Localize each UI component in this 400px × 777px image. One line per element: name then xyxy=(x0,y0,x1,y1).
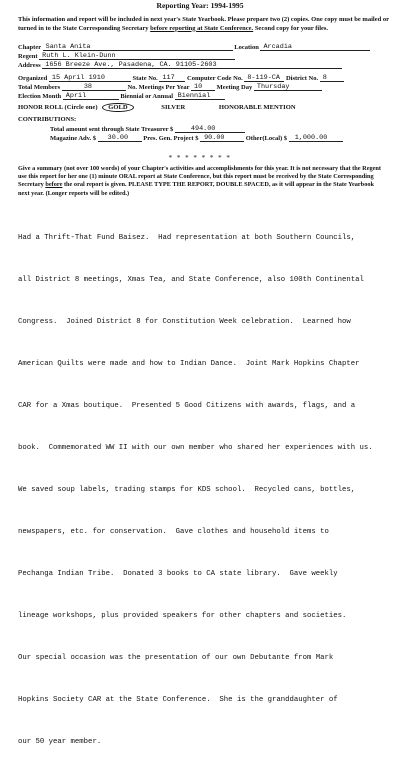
other-field[interactable] xyxy=(289,134,343,142)
honor-roll-label: HONOR ROLL (Circle one) xyxy=(18,104,98,111)
annual-field[interactable] xyxy=(175,92,225,100)
district-value: 8 xyxy=(322,74,327,82)
regent-label: Regent xyxy=(18,53,38,60)
district-field[interactable] xyxy=(320,74,344,82)
state-no-value: 117 xyxy=(162,74,175,82)
treasurer-row xyxy=(50,125,245,133)
pres-gen-label: Pres. Gen. Project $ xyxy=(143,135,199,142)
intro-part1: This information and report will be included in next year's State Yearbook. Please prepare two (2) copies. One copy must be mailed or turned in to the State Corresponding Secretary xyxy=(18,16,389,32)
honor-roll-row xyxy=(18,103,388,112)
computer-code-value: 8-119-CA xyxy=(247,74,280,82)
chapter-field[interactable] xyxy=(43,43,233,51)
report-line: Congress. Joined District 8 for Constitution Week celebration. Learned how xyxy=(18,318,351,326)
magazine-label: Magazine Adv. $ xyxy=(50,135,97,142)
total-members-field[interactable] xyxy=(62,83,126,91)
location-field[interactable] xyxy=(260,43,370,51)
organized-value: 15 April 1910 xyxy=(51,74,105,82)
treasurer-field[interactable] xyxy=(175,125,245,133)
meetings-value: 10 xyxy=(194,83,203,91)
address-value: 1656 Breeze Ave., Pasadena, CA. 91105-2603 xyxy=(45,61,217,69)
election-row xyxy=(18,92,225,100)
treasurer-label: Total amount sent through State Treasurer $ xyxy=(50,126,174,133)
meetings-field[interactable] xyxy=(191,83,215,91)
honor-gold-option-circled[interactable]: GOLD xyxy=(102,103,133,112)
reporting-year: Reporting Year: 1994-1995 xyxy=(156,1,244,10)
honor-mention-option[interactable]: HONORABLE MENTION xyxy=(218,104,296,111)
location-label: Location xyxy=(234,44,259,51)
district-label: District No. xyxy=(285,75,319,82)
treasurer-value: 494.00 xyxy=(190,125,216,133)
instructions-text xyxy=(18,165,384,198)
report-line: CAR for a Xmas boutique. Presented 5 Good Citizens with awards, flags, and a xyxy=(18,402,356,410)
annual-value: Biennial xyxy=(177,92,211,100)
organized-row xyxy=(18,74,344,82)
report-line: lineage workshops, plus provided speakers for other chapters and societies. xyxy=(18,612,347,620)
instructions-part3: the oral report is given. PLEASE TYPE THE REPORT, DOUBLE SPACED, as it will appear in the State Yearbook next year. (Longer reports will be edited.) xyxy=(18,181,374,197)
computer-code-field[interactable] xyxy=(244,74,284,82)
meetings-label: No. Meetings Per Year xyxy=(127,84,190,91)
magazine-value: 30.00 xyxy=(107,134,129,142)
election-field[interactable] xyxy=(63,92,119,100)
regent-field[interactable] xyxy=(39,52,235,60)
report-line: Hopkins Society CAR at the State Conference. She is the granddaughter of xyxy=(18,696,338,704)
address-row xyxy=(18,61,342,69)
report-line: Had a Thrift-That Fund Baisez. Had representation at both Southern Councils, xyxy=(18,234,356,242)
address-label: Address xyxy=(18,62,41,69)
chapter-label: Chapter xyxy=(18,44,41,51)
report-line: our 50 year member. xyxy=(18,738,102,746)
separator-stars: * * * * * * * * xyxy=(168,154,232,162)
chapter-value: Santa Anita xyxy=(45,43,91,51)
chapter-row xyxy=(18,43,370,51)
other-value: 1,000.00 xyxy=(294,134,328,142)
contrib-breakdown-row xyxy=(50,134,343,142)
instructions-part1: Give a summary (not over 100 words) of your Chapter's activities and accomplishments for this year. It is not necessary that the Regent use this report for her one (1) minute ORAL report at State Conference, but this report must be received by the State Corresponding Secretary xyxy=(18,165,382,189)
organized-field[interactable] xyxy=(49,74,131,82)
pres-gen-field[interactable] xyxy=(200,134,244,142)
pres-gen-value: 90.00 xyxy=(204,134,225,142)
contributions-label: CONTRIBUTIONS: xyxy=(18,116,77,123)
total-members-label: Total Members xyxy=(18,84,61,91)
election-value: April xyxy=(65,92,87,100)
location-value: Arcadia xyxy=(263,43,292,51)
address-field[interactable] xyxy=(42,61,342,69)
meeting-day-value: Thursday xyxy=(256,83,290,91)
report-line: all District 8 meetings, Xmas Tea, and State Conference, also 100th Continental xyxy=(18,276,364,284)
election-label: Election Month xyxy=(18,93,62,100)
instructions-before: before xyxy=(45,181,63,189)
state-no-field[interactable] xyxy=(159,74,185,82)
intro-part3: Second copy for your files. xyxy=(253,24,329,32)
report-line: American Quilts were made and how to Indian Dance. Joint Mark Hopkins Chapter xyxy=(18,360,360,368)
magazine-field[interactable] xyxy=(98,134,142,142)
chapter-report xyxy=(18,203,388,777)
honor-silver-option[interactable]: SILVER xyxy=(161,104,186,111)
report-line: Pechanga Indian Tribe. Donated 3 books to CA state library. Gave weekly xyxy=(18,570,338,578)
other-label: Other(Local) $ xyxy=(245,135,288,142)
report-line: Our special occasion was the presentation of our own Debutante from Mark xyxy=(18,654,334,662)
intro-text xyxy=(18,16,390,33)
computer-code-label: Computer Code No. xyxy=(187,75,243,82)
organized-label: Organized xyxy=(18,75,48,82)
report-line: newspapers, etc. for conservation. Gave clothes and household items to xyxy=(18,528,329,536)
members-row xyxy=(18,83,322,91)
report-line: book. Commemorated WW II with our own member who shared her experiences with us. xyxy=(18,444,373,452)
total-members-value: 38 xyxy=(83,83,92,91)
report-line: We saved soup labels, trading stamps for KDS school. Recycled cans, bottles, xyxy=(18,486,356,494)
intro-deadline: before reporting at State Conference. xyxy=(150,24,254,32)
regent-row xyxy=(18,52,235,60)
meeting-day-label: Meeting Day xyxy=(216,84,253,91)
annual-label: Biennial or Annual xyxy=(120,93,174,100)
regent-value: Ruth L. Klein-Dunn xyxy=(42,52,116,60)
meeting-day-field[interactable] xyxy=(254,83,322,91)
state-no-label: State No. xyxy=(132,75,158,82)
